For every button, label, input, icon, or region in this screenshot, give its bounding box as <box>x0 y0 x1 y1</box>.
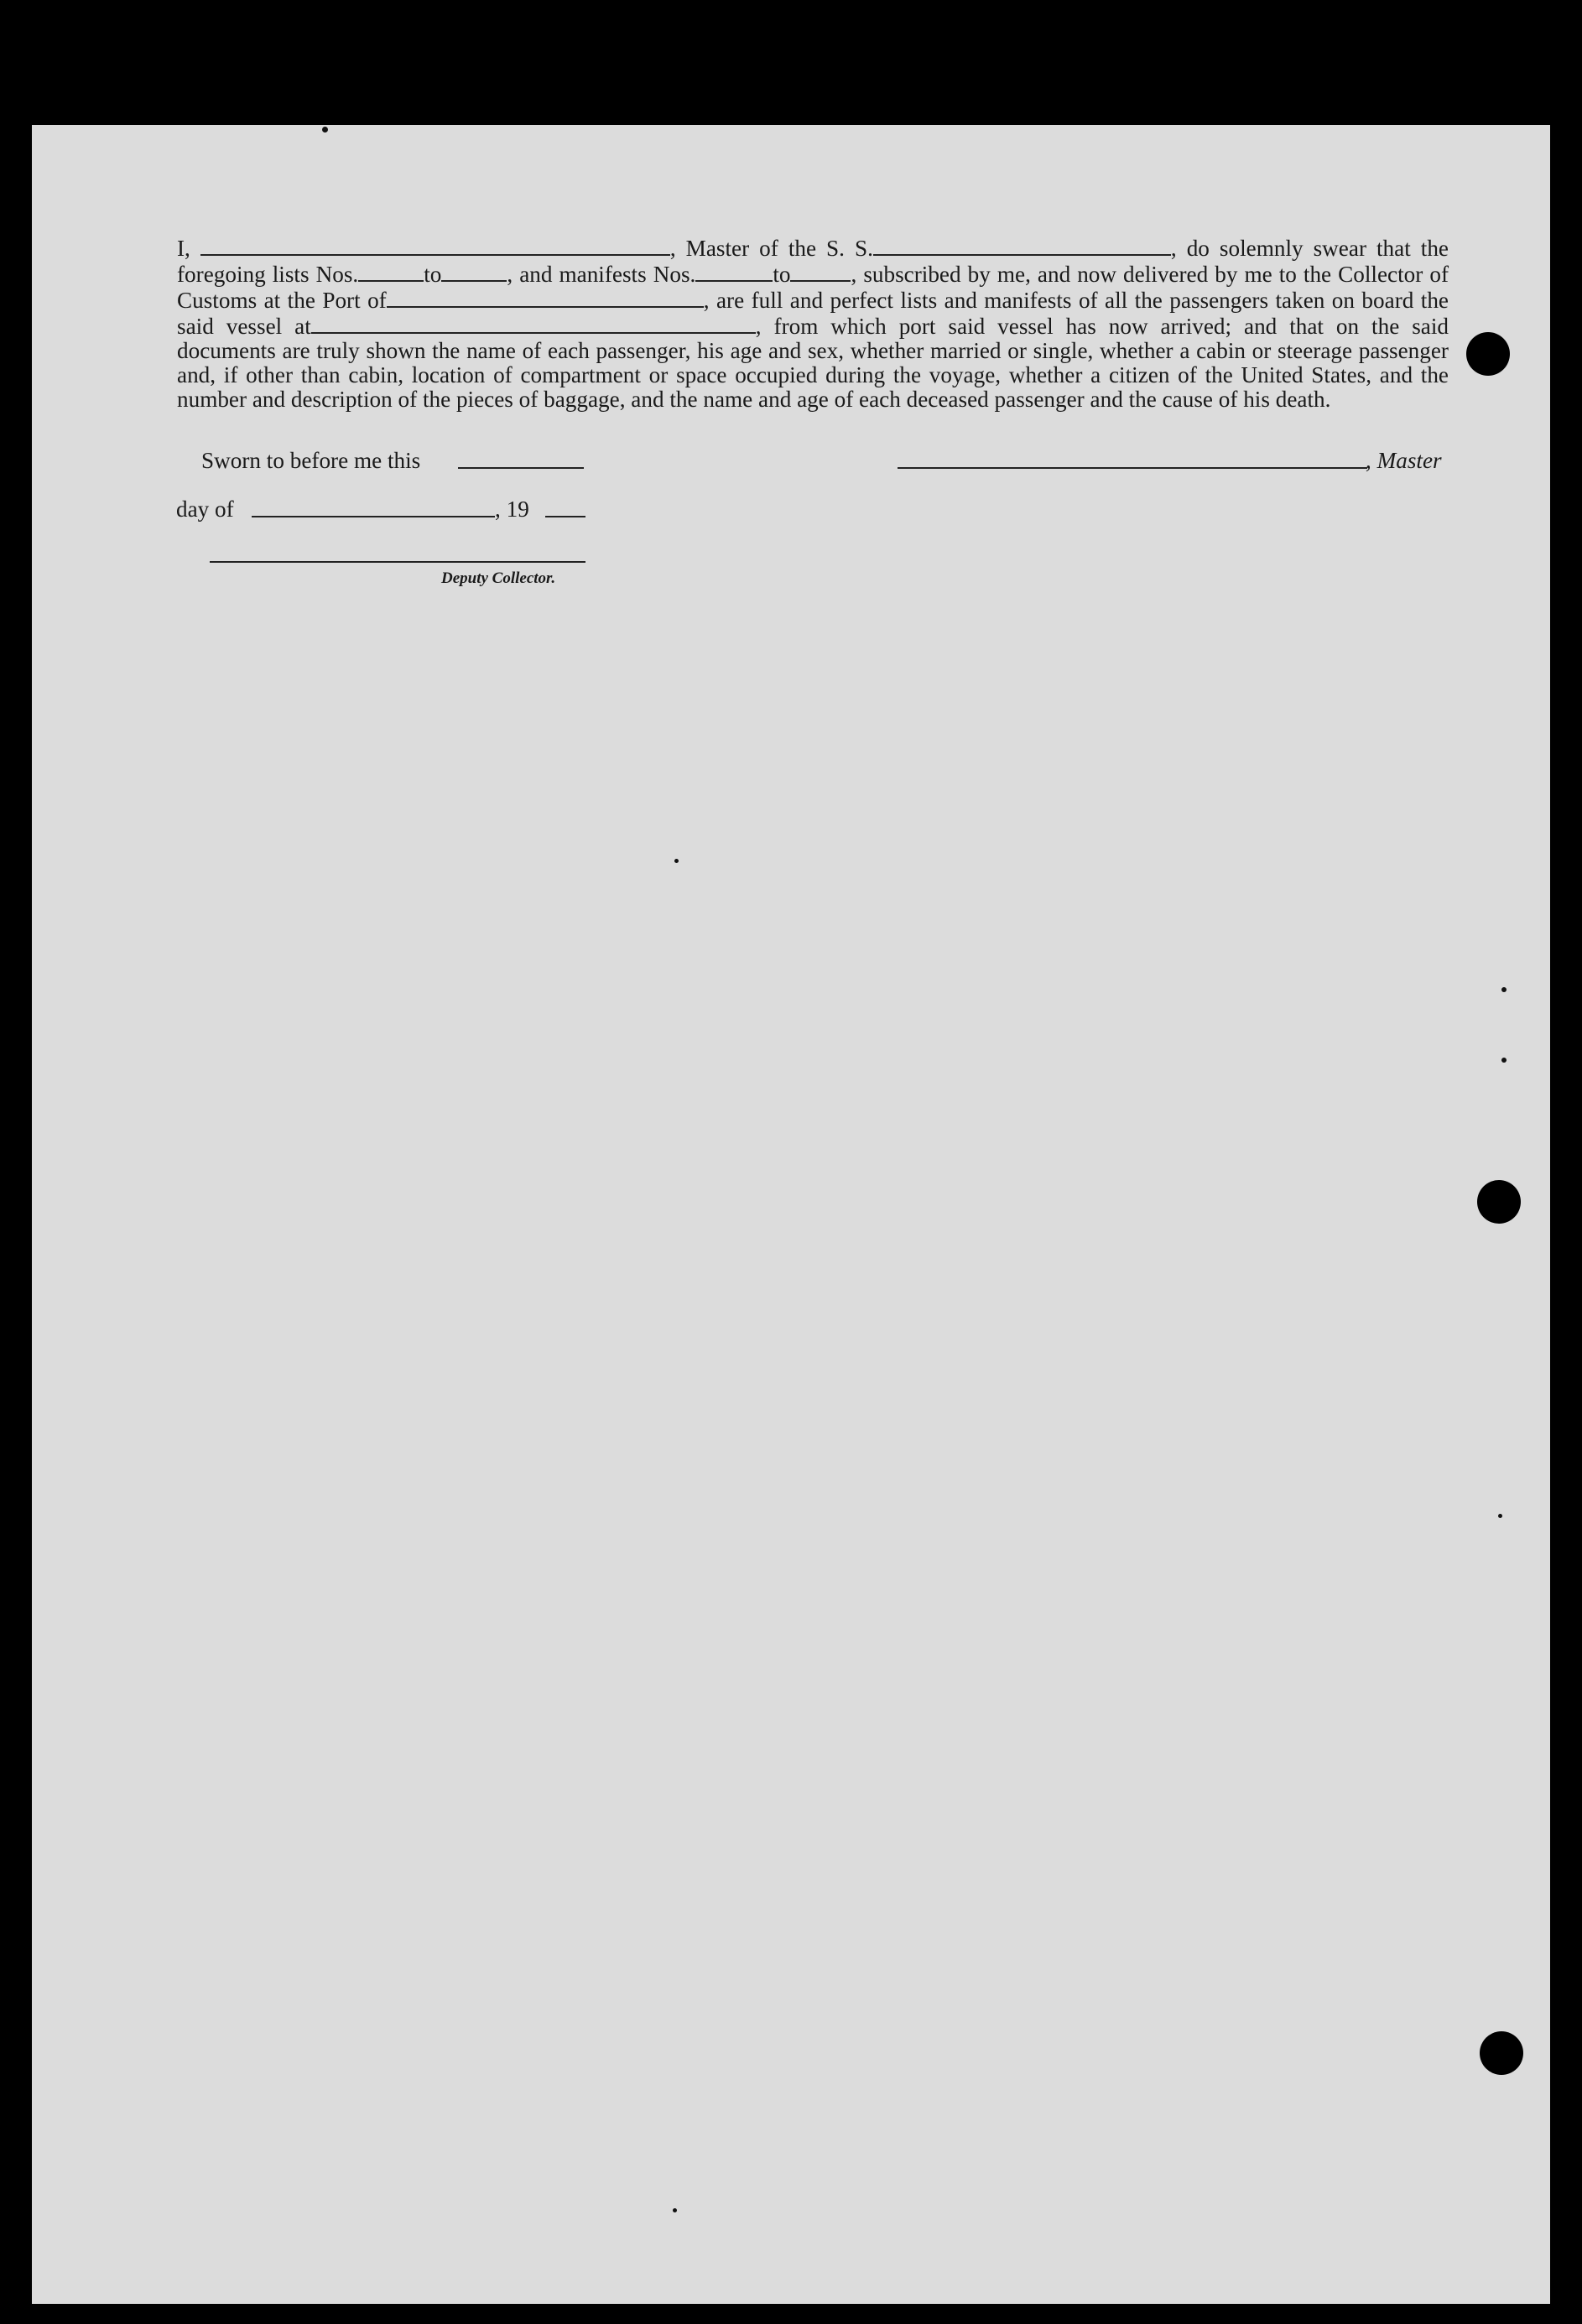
speck <box>1498 1514 1502 1518</box>
speck <box>1501 1058 1507 1063</box>
deputy-signature-field[interactable] <box>210 561 585 563</box>
lists-from-field[interactable] <box>358 261 424 282</box>
deputy-collector-label: Deputy Collector. <box>441 569 556 587</box>
oath-text-6: to <box>773 262 791 288</box>
punch-hole-middle <box>1477 1180 1521 1224</box>
speck <box>1501 987 1507 992</box>
master-signature-field[interactable] <box>898 467 1367 469</box>
ship-name-field[interactable] <box>873 235 1171 256</box>
departure-port-field[interactable] <box>311 313 756 334</box>
oath-text-2: , Master of the S. S. <box>669 236 873 262</box>
month-field[interactable] <box>252 516 495 517</box>
sworn-date-field[interactable] <box>458 467 584 469</box>
master-label: , Master <box>1366 448 1442 473</box>
oath-text-5: , and manifests Nos. <box>507 262 696 288</box>
sworn-label: Sworn to before me this <box>201 448 421 473</box>
oath-text-1: I, <box>177 236 190 262</box>
lists-to-field[interactable] <box>441 261 507 282</box>
year-field[interactable] <box>545 516 585 517</box>
speck <box>673 2208 677 2212</box>
oath-paragraph <box>177 235 1449 412</box>
speck <box>674 859 679 863</box>
oath-text-7: , subscribed by me, and now delivered by me to the Collector of Customs at the Port of <box>177 262 1449 314</box>
oath-text-3: , do solemnly swear that the foregoing lists Nos. <box>177 236 1449 288</box>
speck <box>322 127 328 133</box>
day-of-label: day of <box>176 497 234 522</box>
punch-hole-bottom <box>1480 2031 1523 2075</box>
punch-hole-top <box>1466 332 1510 376</box>
manifests-from-field[interactable] <box>695 261 773 282</box>
oath-text-8: , are full and perfect lists and manifests of all the passengers taken on board the said vessel at <box>177 288 1449 340</box>
manifests-to-field[interactable] <box>790 261 851 282</box>
oath-text-9: , from which port said vessel has now arrived; and that on the said documents are truly shown the name of each passenger, his age and sex, whether married or single, whether a cabin or steerage passenger and, if other than cabin, location of compartment or space occupied during the voyage, whether a citizen of the United States, and the number and description of the pieces of baggage, and the name and age of each deceased passenger and the cause of his death. <box>177 314 1449 413</box>
oath-text-4: to <box>424 262 442 288</box>
year-label: , 19 <box>495 497 529 522</box>
form-page <box>32 125 1550 2304</box>
master-name-field[interactable] <box>200 235 670 256</box>
port-field[interactable] <box>387 287 704 308</box>
